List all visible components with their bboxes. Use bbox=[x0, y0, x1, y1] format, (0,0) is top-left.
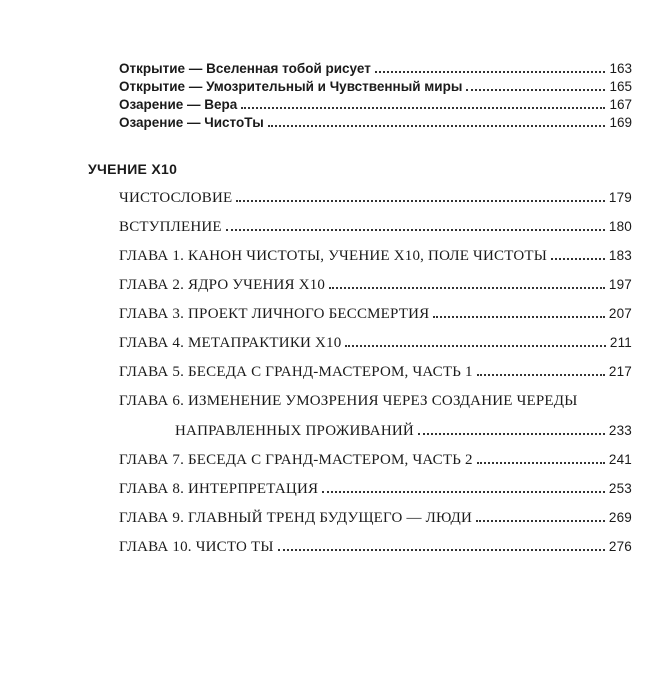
toc-chapter-page: 269 bbox=[608, 510, 632, 525]
toc-chapter bbox=[119, 364, 632, 381]
dot-leader bbox=[477, 462, 605, 464]
toc-entry-page: 163 bbox=[609, 61, 632, 76]
toc-chapter bbox=[119, 335, 632, 352]
toc-entry-label: Открытие — Умозрительный и Чувственный миры bbox=[119, 79, 463, 94]
dot-leader bbox=[241, 107, 605, 109]
toc-chapter-page: 197 bbox=[608, 277, 632, 292]
toc-chapter-page: 276 bbox=[608, 539, 632, 554]
toc-entry bbox=[119, 97, 632, 113]
toc-chapter bbox=[119, 277, 632, 294]
toc-chapter bbox=[119, 510, 632, 527]
toc-chapter-label: ЧИСТОСЛОВИЕ bbox=[119, 190, 233, 206]
toc-entry bbox=[119, 79, 632, 95]
toc-chapter-label: ГЛАВА 3. ПРОЕКТ ЛИЧНОГО БЕССМЕРТИЯ bbox=[119, 306, 430, 322]
dot-leader bbox=[345, 345, 605, 347]
dot-leader bbox=[375, 71, 606, 73]
toc-chapter-page: 233 bbox=[608, 423, 632, 438]
dot-leader bbox=[268, 125, 606, 127]
toc-chapter bbox=[119, 190, 632, 207]
toc-chapter bbox=[119, 306, 632, 323]
toc-chapter-page: 183 bbox=[608, 248, 632, 263]
dot-leader bbox=[466, 89, 605, 91]
toc-chapter-label: ГЛАВА 2. ЯДРО УЧЕНИЯ Х10 bbox=[119, 277, 326, 293]
toc-chapter-page: 179 bbox=[608, 190, 632, 205]
toc-chapter-label: ВСТУПЛЕНИЕ bbox=[119, 219, 222, 235]
toc-entry-label: Открытие — Вселенная тобой рисует bbox=[119, 61, 371, 76]
toc-chapter-label: ГЛАВА 9. ГЛАВНЫЙ ТРЕНД БУДУЩЕГО — ЛЮДИ bbox=[119, 510, 473, 526]
dot-leader bbox=[551, 258, 605, 260]
toc-entry-page: 165 bbox=[609, 79, 632, 94]
toc-chapter bbox=[119, 539, 632, 556]
dot-leader bbox=[322, 491, 605, 493]
dot-leader bbox=[418, 433, 605, 435]
toc-chapter-page: 217 bbox=[608, 364, 632, 379]
toc-chapter-label: ГЛАВА 7. БЕСЕДА С ГРАНД-МАСТЕРОМ, ЧАСТЬ 2 bbox=[119, 452, 473, 468]
toc-chapter-label: ГЛАВА 1. КАНОН ЧИСТОТЫ, УЧЕНИЕ Х10, ПОЛЕ ЧИСТОТЫ bbox=[119, 248, 548, 264]
toc-chapter-label: НАПРАВЛЕННЫХ ПРОЖИВАНИЙ bbox=[175, 423, 414, 439]
toc-entry-label: Озарение — Вера bbox=[119, 97, 238, 112]
dot-leader bbox=[226, 229, 605, 231]
toc-chapter bbox=[119, 481, 632, 498]
toc-chapter-label: ГЛАВА 8. ИНТЕРПРЕТАЦИЯ bbox=[119, 481, 319, 497]
dot-leader bbox=[278, 549, 605, 551]
dot-leader bbox=[433, 316, 605, 318]
toc-chapter-page: 241 bbox=[608, 452, 632, 467]
toc-chapter-label-line1: ГЛАВА 6. ИЗМЕНЕНИЕ УМОЗРЕНИЯ ЧЕРЕЗ СОЗДАНИЕ ЧЕРЕДЫ bbox=[119, 393, 578, 409]
toc-entry-page: 169 bbox=[609, 115, 632, 130]
toc-chapter bbox=[175, 423, 632, 440]
toc-chapter-label: ГЛАВА 10. ЧИСТО ТЫ bbox=[119, 539, 274, 555]
toc-entry bbox=[119, 61, 632, 77]
toc-chapter bbox=[119, 219, 632, 236]
toc-entry bbox=[119, 115, 632, 131]
dot-leader bbox=[476, 520, 605, 522]
toc-chapter-page: 180 bbox=[608, 219, 632, 234]
dot-leader bbox=[236, 200, 604, 202]
toc-chapter-page: 253 bbox=[608, 481, 632, 496]
toc-chapter bbox=[119, 452, 632, 469]
dot-leader bbox=[329, 287, 605, 289]
toc-entry-page: 167 bbox=[609, 97, 632, 112]
dot-leader bbox=[477, 374, 605, 376]
toc-chapter-page: 207 bbox=[608, 306, 632, 321]
section-heading: УЧЕНИЕ Х10 bbox=[88, 161, 178, 177]
toc-entry-label: Озарение — ЧистоТы bbox=[119, 115, 264, 130]
toc-chapter bbox=[119, 248, 632, 265]
toc-chapter-label: ГЛАВА 5. БЕСЕДА С ГРАНД-МАСТЕРОМ, ЧАСТЬ 1 bbox=[119, 364, 473, 380]
toc-chapter-page: 211 bbox=[609, 335, 632, 350]
toc-chapter-label: ГЛАВА 4. МЕТАПРАКТИКИ Х10 bbox=[119, 335, 342, 351]
